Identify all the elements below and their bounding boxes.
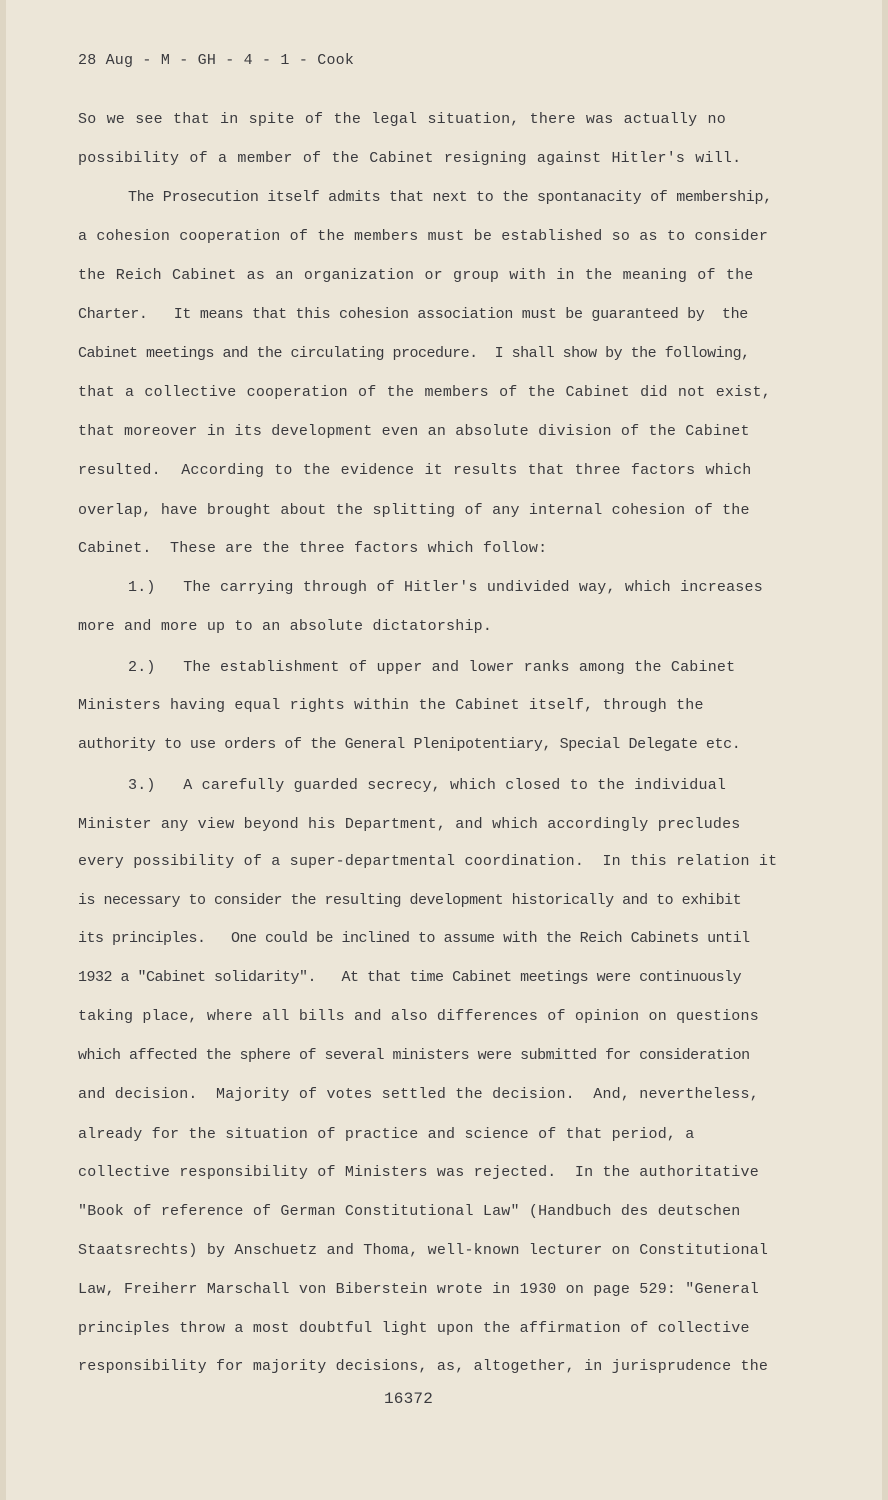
text-line: So we see that in spite of the legal situation, there was actually no: [78, 111, 726, 128]
text-line: its principles. One could be inclined to assume with the Reich Cabinets until: [78, 930, 750, 947]
text-line: every possibility of a super-departmental coordination. In this relation it: [78, 853, 778, 870]
text-line: 1.) The carrying through of Hitler's undivided way, which increases: [128, 579, 763, 596]
text-line: 2.) The establishment of upper and lower ranks among the Cabinet: [128, 659, 736, 676]
text-line: which affected the sphere of several ministers were submitted for consideration: [78, 1047, 750, 1064]
text-line: Cabinet meetings and the circulating procedure. I shall show by the following,: [78, 345, 750, 362]
text-line: Cabinet. These are the three factors which follow:: [78, 540, 548, 557]
text-line: The Prosecution itself admits that next to the spontanacity of membership,: [128, 189, 772, 206]
text-line: Minister any view beyond his Department, and which accordingly precludes: [78, 816, 741, 833]
text-line: responsibility for majority decisions, as, altogether, in jurisprudence the: [78, 1358, 769, 1375]
text-line: collective responsibility of Ministers was rejected. In the authoritative: [78, 1164, 759, 1181]
paper-right-edge: [882, 0, 888, 1500]
text-line: principles throw a most doubtful light upon the affirmation of collective: [78, 1320, 750, 1337]
text-line: 3.) A carefully guarded secrecy, which closed to the individual: [128, 777, 727, 794]
text-line: Law, Freiherr Marschall von Biberstein wrote in 1930 on page 529: "General: [78, 1281, 759, 1298]
text-line: resulted. According to the evidence it results that three factors which: [78, 462, 752, 479]
text-line: "Book of reference of German Constitutional Law" (Handbuch des deutschen: [78, 1203, 741, 1220]
text-line: a cohesion cooperation of the members must be established so as to consider: [78, 228, 769, 245]
text-line: more and more up to an absolute dictatorship.: [78, 618, 493, 635]
text-line: Ministers having equal rights within the Cabinet itself, through the: [78, 697, 704, 714]
text-line: already for the situation of practice and science of that period, a: [78, 1126, 695, 1143]
text-line: Charter. It means that this cohesion association must be guaranteed by the: [78, 306, 749, 323]
text-line: that a collective cooperation of the members of the Cabinet did not exist,: [78, 384, 771, 401]
page-header: 28 Aug - M - GH - 4 - 1 - Cook: [78, 52, 355, 69]
text-line: the Reich Cabinet as an organization or group with in the meaning of the: [78, 267, 754, 284]
text-line: 1932 a "Cabinet solidarity". At that time Cabinet meetings were continuously: [78, 969, 742, 986]
text-line: overlap, have brought about the splitting of any internal cohesion of the: [78, 502, 750, 519]
paper-left-edge: [0, 0, 6, 1500]
text-line: that moreover in its development even an absolute division of the Cabinet: [78, 423, 750, 440]
text-line: possibility of a member of the Cabinet resigning against Hitler's will.: [78, 150, 742, 167]
page-number: 16372: [384, 1390, 434, 1408]
text-line: authority to use orders of the General Plenipotentiary, Special Delegate etc.: [78, 736, 741, 753]
text-line: taking place, where all bills and also differences of opinion on questions: [78, 1008, 759, 1025]
text-line: and decision. Majority of votes settled the decision. And, nevertheless,: [78, 1086, 759, 1103]
text-line: is necessary to consider the resulting development historically and to exhibit: [78, 892, 742, 909]
text-line: Staatsrechts) by Anschuetz and Thoma, well-known lecturer on Constitutional: [78, 1242, 769, 1259]
